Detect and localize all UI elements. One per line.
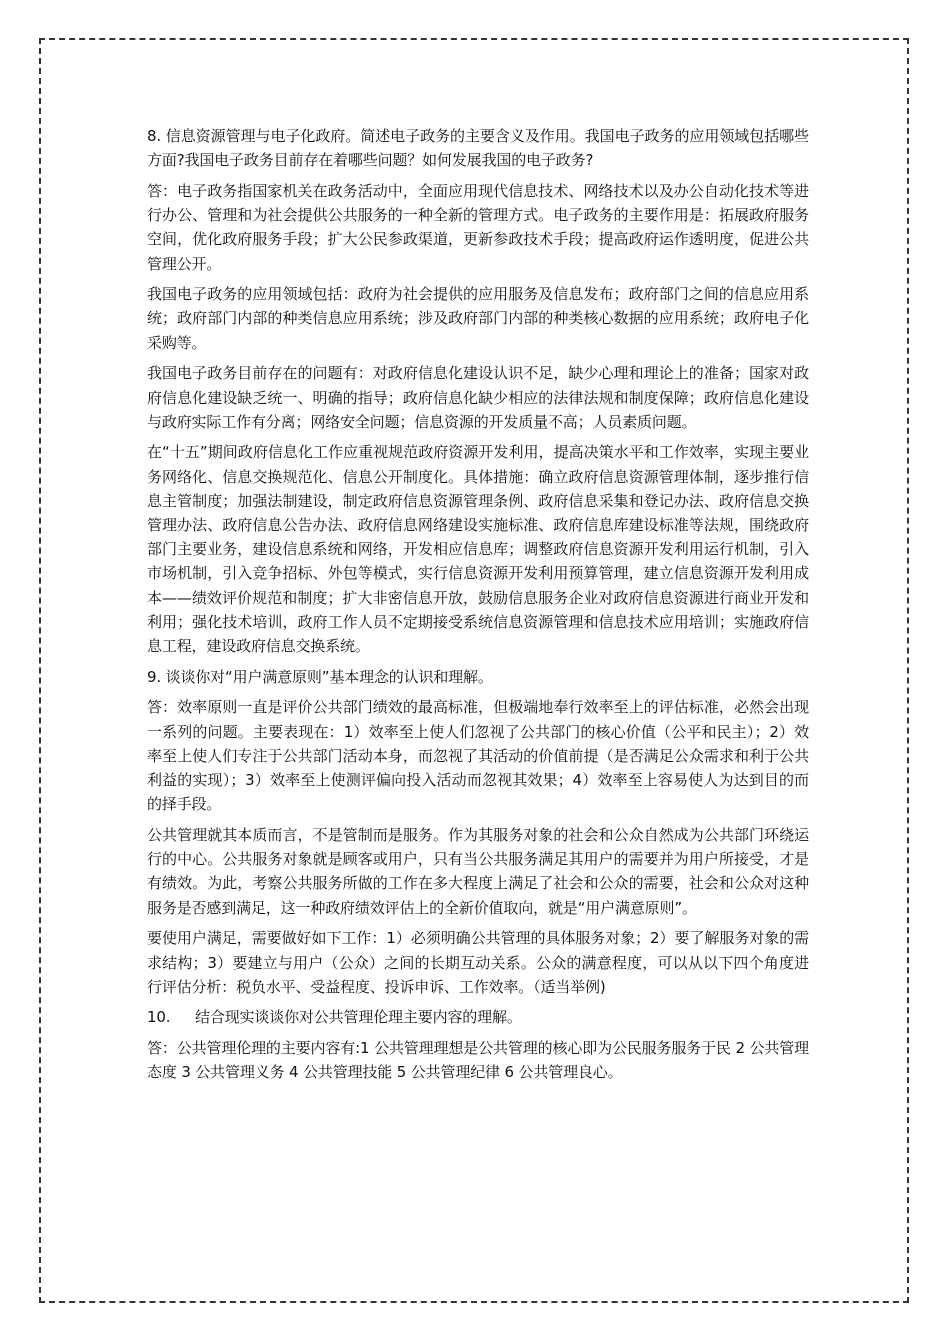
document-body [147,124,809,1091]
question-10-number: 10. [147,1008,171,1027]
answer-9-efficiency: 答：效率原则一直是评价公共部门绩效的最高标准，但极端地奉行效率至上的评估标准，必然会出现一系列的问题。主要表现在：1）效率至上使人们忽视了公共部门的核心价值（公平和民主）；2）效率至上使人们专注于公共部门活动本身，而忽视了其活动的价值前提（是否满足公众需求和利于公共利益的实现）；3）效率至上使测评偏向投入活动而忽视其效果；4）效率至上容易使人为达到目的而的择手段。 [147,698,809,814]
answer-9-user-satisfaction: 要使用户满足，需要做好如下工作：1）必须明确公共管理的具体服务对象；2）要了解服务对象的需求结构；3）要建立与用户（公众）之间的长期互动关系。公众的满意程度，可以从以下四个角度进行评估分析：税负水平、受益程度、投诉申诉、工作效率。（适当举例) [147,929,809,996]
answer-8-application-areas: 我国电子政务的应用领域包括：政府为社会提供的应用服务及信息发布；政府部门之间的信息应用系统；政府部门内部的种类信息应用系统；涉及政府部门内部的种类核心数据的应用系统；政府电子化采购等。 [147,285,809,352]
answer-8-measures: 在“十五”期间政府信息化工作应重视规范政府资源开发利用，提高决策水平和工作效率，实现主要业务网络化、信息交换规范化、信息公开制度化。具体措施：确立政府信息资源管理体制，逐步推行信息主管制度；加强法制建设，制定政府信息资源管理条例、政府信息采集和登记办法、政府信息交换管理办法、政府信息公告办法、政府信息网络建设实施标准、政府信息库建设标准等法规，围绕政府部门主要业务，建设信息系统和网络，开发相应信息库；调整政府信息资源开发利用运行机制，引入市场机制，引入竞争招标、外包等模式，实行信息资源开发利用预算管理，建立信息资源开发利用成本——绩效评价规范和制度；扩大非密信息开放，鼓励信息服务企业对政府信息资源进行商业开发和利用；强化技术培训，政府工作人员不定期接受系统信息资源管理和信息技术应用培训；实施政府信息工程，建设政府信息交换系统。 [147,443,809,656]
question-8: 8. 信息资源管理与电子化政府。简述电子政务的主要含义及作用。我国电子政务的应用领域包括哪些方面?我国电子政务目前存在着哪些问题？如何发展我国的电子政务? [147,127,809,170]
question-10-title: 结合现实谈谈你对公共管理伦理主要内容的理解。 [195,1008,522,1027]
answer-10: 答：公共管理伦理的主要内容有:1 公共管理理想是公共管理的核心即为公民服务服务于民 2 公共管理态度 3 公共管理义务 4 公共管理技能 5 公共管理纪律 6 公共管理良心。 [147,1039,809,1082]
answer-9-service: 公共管理就其本质而言，不是管制而是服务。作为其服务对象的社会和公众自然成为公共部门环绕运行的中心。公共服务对象就是顾客或用户，只有当公共服务满足其用户的需要并为用户所接受，才是有绩效。为此，考察公共服务所做的工作在多大程度上满足了社会和公众的需要，社会和公众对这种服务是否感到满足，这一种政府绩效评估上的全新价值取向，就是“用户满意原则”。 [147,825,809,917]
answer-8-problems: 我国电子政务目前存在的问题有：对政府信息化建设认识不足，缺少心理和理论上的准备；国家对政府信息化建设缺乏统一、明确的指导；政府信息化缺少相应的法律法规和制度保障；政府信息化建设与政府实际工作有分离；网络安全问题；信息资源的开发质量不高；人员素质问题。 [147,364,809,431]
question-9: 9. 谈谈你对“用户满意原则”基本理念的认识和理解。 [147,667,493,686]
answer-8-definition: 答：电子政务指国家机关在政务活动中，全面应用现代信息技术、网络技术以及办公自动化技术等进行办公、管理和为社会提供公共服务的一种全新的管理方式。电子政务的主要作用是：拓展政府服务空间，优化政府服务手段；扩大公民参政渠道，更新参政技术手段；提高政府运作透明度，促进公共管理公开。 [147,181,809,273]
question-10 [147,1005,809,1029]
